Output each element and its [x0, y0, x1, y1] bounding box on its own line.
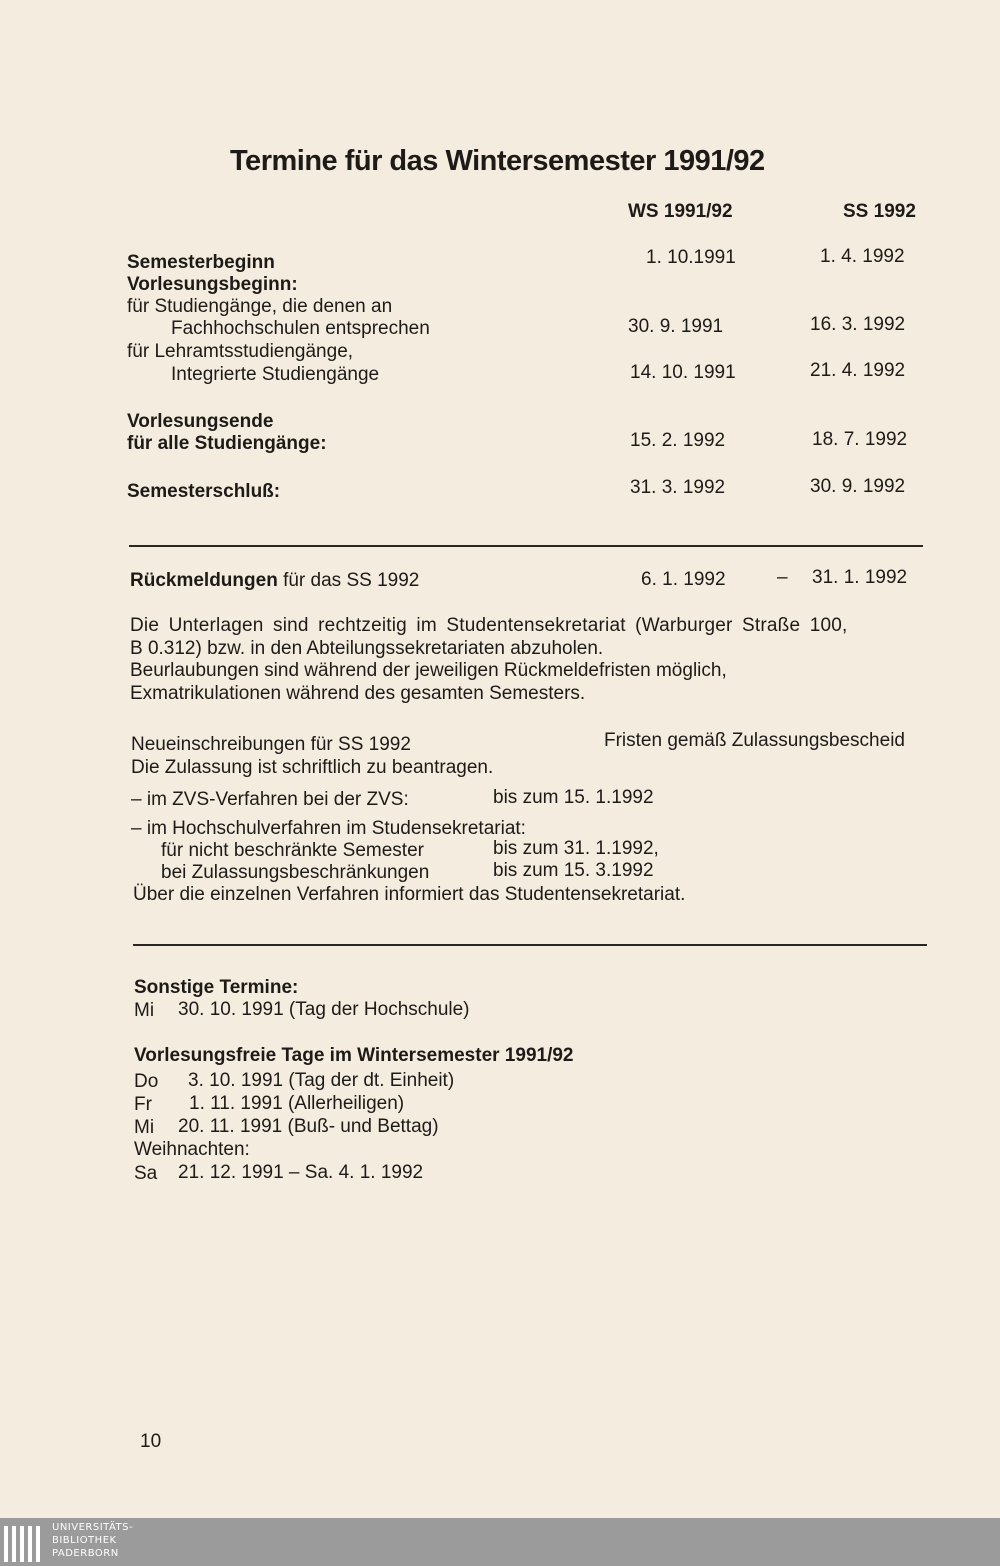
neueinschreibungen-fristen: Fristen gemäß Zulassungsbescheid [604, 730, 905, 751]
library-name-line1: UNIVERSITÄTS- [52, 1522, 134, 1533]
neueinschreibungen-antrag: Die Zulassung ist schriftlich zu beantragen. [131, 757, 494, 778]
nicht-beschraenkt-date: bis zum 31. 1.1992, [493, 838, 659, 859]
vf-day-1: Do [134, 1071, 159, 1092]
rueckmeldungen-to: 31. 1. 1992 [812, 567, 908, 588]
fh-line1: für Studiengänge, die denen an [127, 296, 393, 317]
column-header-ss: SS 1992 [843, 201, 916, 222]
library-name [52, 1521, 133, 1560]
rueckmeldungen-dash: – [777, 567, 788, 588]
semesterbeginn-ws: 1. 10.1991 [646, 247, 736, 268]
vorlesungsbeginn-label: Vorlesungsbeginn: [127, 274, 298, 295]
zulassung-label: bei Zulassungsbeschränkungen [161, 862, 430, 883]
semesterschluss-ss: 30. 9. 1992 [810, 476, 906, 497]
rueckmeldungen-rest: für das SS 1992 [277, 570, 420, 591]
vorlesungsende-line2: für alle Studiengänge: [127, 433, 327, 454]
sonstige-entry: 30. 10. 1991 (Tag der Hochschule) [178, 999, 470, 1020]
weihnachten-text: 21. 12. 1991 – Sa. 4. 1. 1992 [178, 1162, 424, 1183]
vf-text-1: 3. 10. 1991 (Tag der dt. Einheit) [188, 1070, 455, 1091]
lehramt-ss: 21. 4. 1992 [810, 360, 906, 381]
lehramt-line1: für Lehramtsstudiengänge, [127, 341, 354, 362]
vorlesungsfrei-heading: Vorlesungsfreie Tage im Wintersemester 1991/92 [134, 1045, 574, 1066]
column-header-ws: WS 1991/92 [628, 201, 733, 222]
divider-2 [133, 944, 927, 946]
library-footer [0, 1518, 1000, 1566]
rueckmeldungen-from: 6. 1. 1992 [641, 569, 726, 590]
library-name-line3: PADERBORN [52, 1548, 119, 1559]
vorlesungsende-ss: 18. 7. 1992 [812, 429, 908, 450]
fh-ss: 16. 3. 1992 [810, 314, 906, 335]
vorlesungsende-line1: Vorlesungsende [127, 411, 274, 432]
weihnachten-label: Weihnachten: [134, 1139, 250, 1160]
library-name-line2: BIBLIOTHEK [52, 1535, 117, 1546]
semesterbeginn-ss: 1. 4. 1992 [820, 246, 905, 267]
semesterbeginn-label: Semesterbeginn [127, 252, 275, 273]
zvs-date: bis zum 15. 1.1992 [493, 787, 654, 808]
vf-text-2: 1. 11. 1991 (Allerheiligen) [189, 1093, 405, 1114]
fh-line2: Fachhochschulen entsprechen [171, 318, 430, 339]
sonstige-heading: Sonstige Termine: [134, 977, 299, 998]
verfahren-info: Über die einzelnen Verfahren informiert das Studentensekretariat. [133, 884, 686, 905]
vf-day-3: Mi [134, 1117, 155, 1138]
page-title: Termine für das Wintersemester 1991/92 [230, 145, 765, 177]
nicht-beschraenkt-label: für nicht beschränkte Semester [161, 840, 424, 861]
lehramt-line2: Integrierte Studiengänge [171, 364, 380, 385]
semesterschluss-label: Semesterschluß: [127, 481, 281, 502]
rueckmeldungen-para-1: Die Unterlagen sind rechtzeitig im Studentensekretariat (Warburger Straße 100, [130, 615, 848, 636]
rueckmeldungen-label [130, 570, 419, 592]
divider-1 [129, 545, 923, 547]
neueinschreibungen-label: Neueinschreibungen für SS 1992 [131, 734, 411, 755]
sonstige-day: Mi [134, 1000, 155, 1021]
zvs-item: – im ZVS-Verfahren bei der ZVS: [131, 789, 409, 810]
zulassung-date: bis zum 15. 3.1992 [493, 860, 654, 881]
library-logo-icon [4, 1526, 44, 1562]
rueckmeldungen-bold: Rückmeldungen [130, 570, 278, 591]
weihnachten-day: Sa [134, 1163, 158, 1184]
vf-day-2: Fr [134, 1094, 152, 1115]
rueckmeldungen-para-3: Beurlaubungen sind während der jeweiligen Rückmeldefristen möglich, [130, 660, 727, 681]
lehramt-ws: 14. 10. 1991 [630, 362, 736, 383]
vorlesungsende-ws: 15. 2. 1992 [630, 430, 726, 451]
hochschul-item: – im Hochschulverfahren im Studensekretariat: [131, 818, 526, 839]
rueckmeldungen-para-2: B 0.312) bzw. in den Abteilungssekretariaten abzuholen. [130, 638, 604, 659]
page-number: 10 [140, 1431, 162, 1452]
rueckmeldungen-para-4: Exmatrikulationen während des gesamten Semesters. [130, 683, 586, 704]
vf-text-3: 20. 11. 1991 (Buß- und Bettag) [178, 1116, 439, 1137]
fh-ws: 30. 9. 1991 [628, 316, 724, 337]
semesterschluss-ws: 31. 3. 1992 [630, 477, 726, 498]
